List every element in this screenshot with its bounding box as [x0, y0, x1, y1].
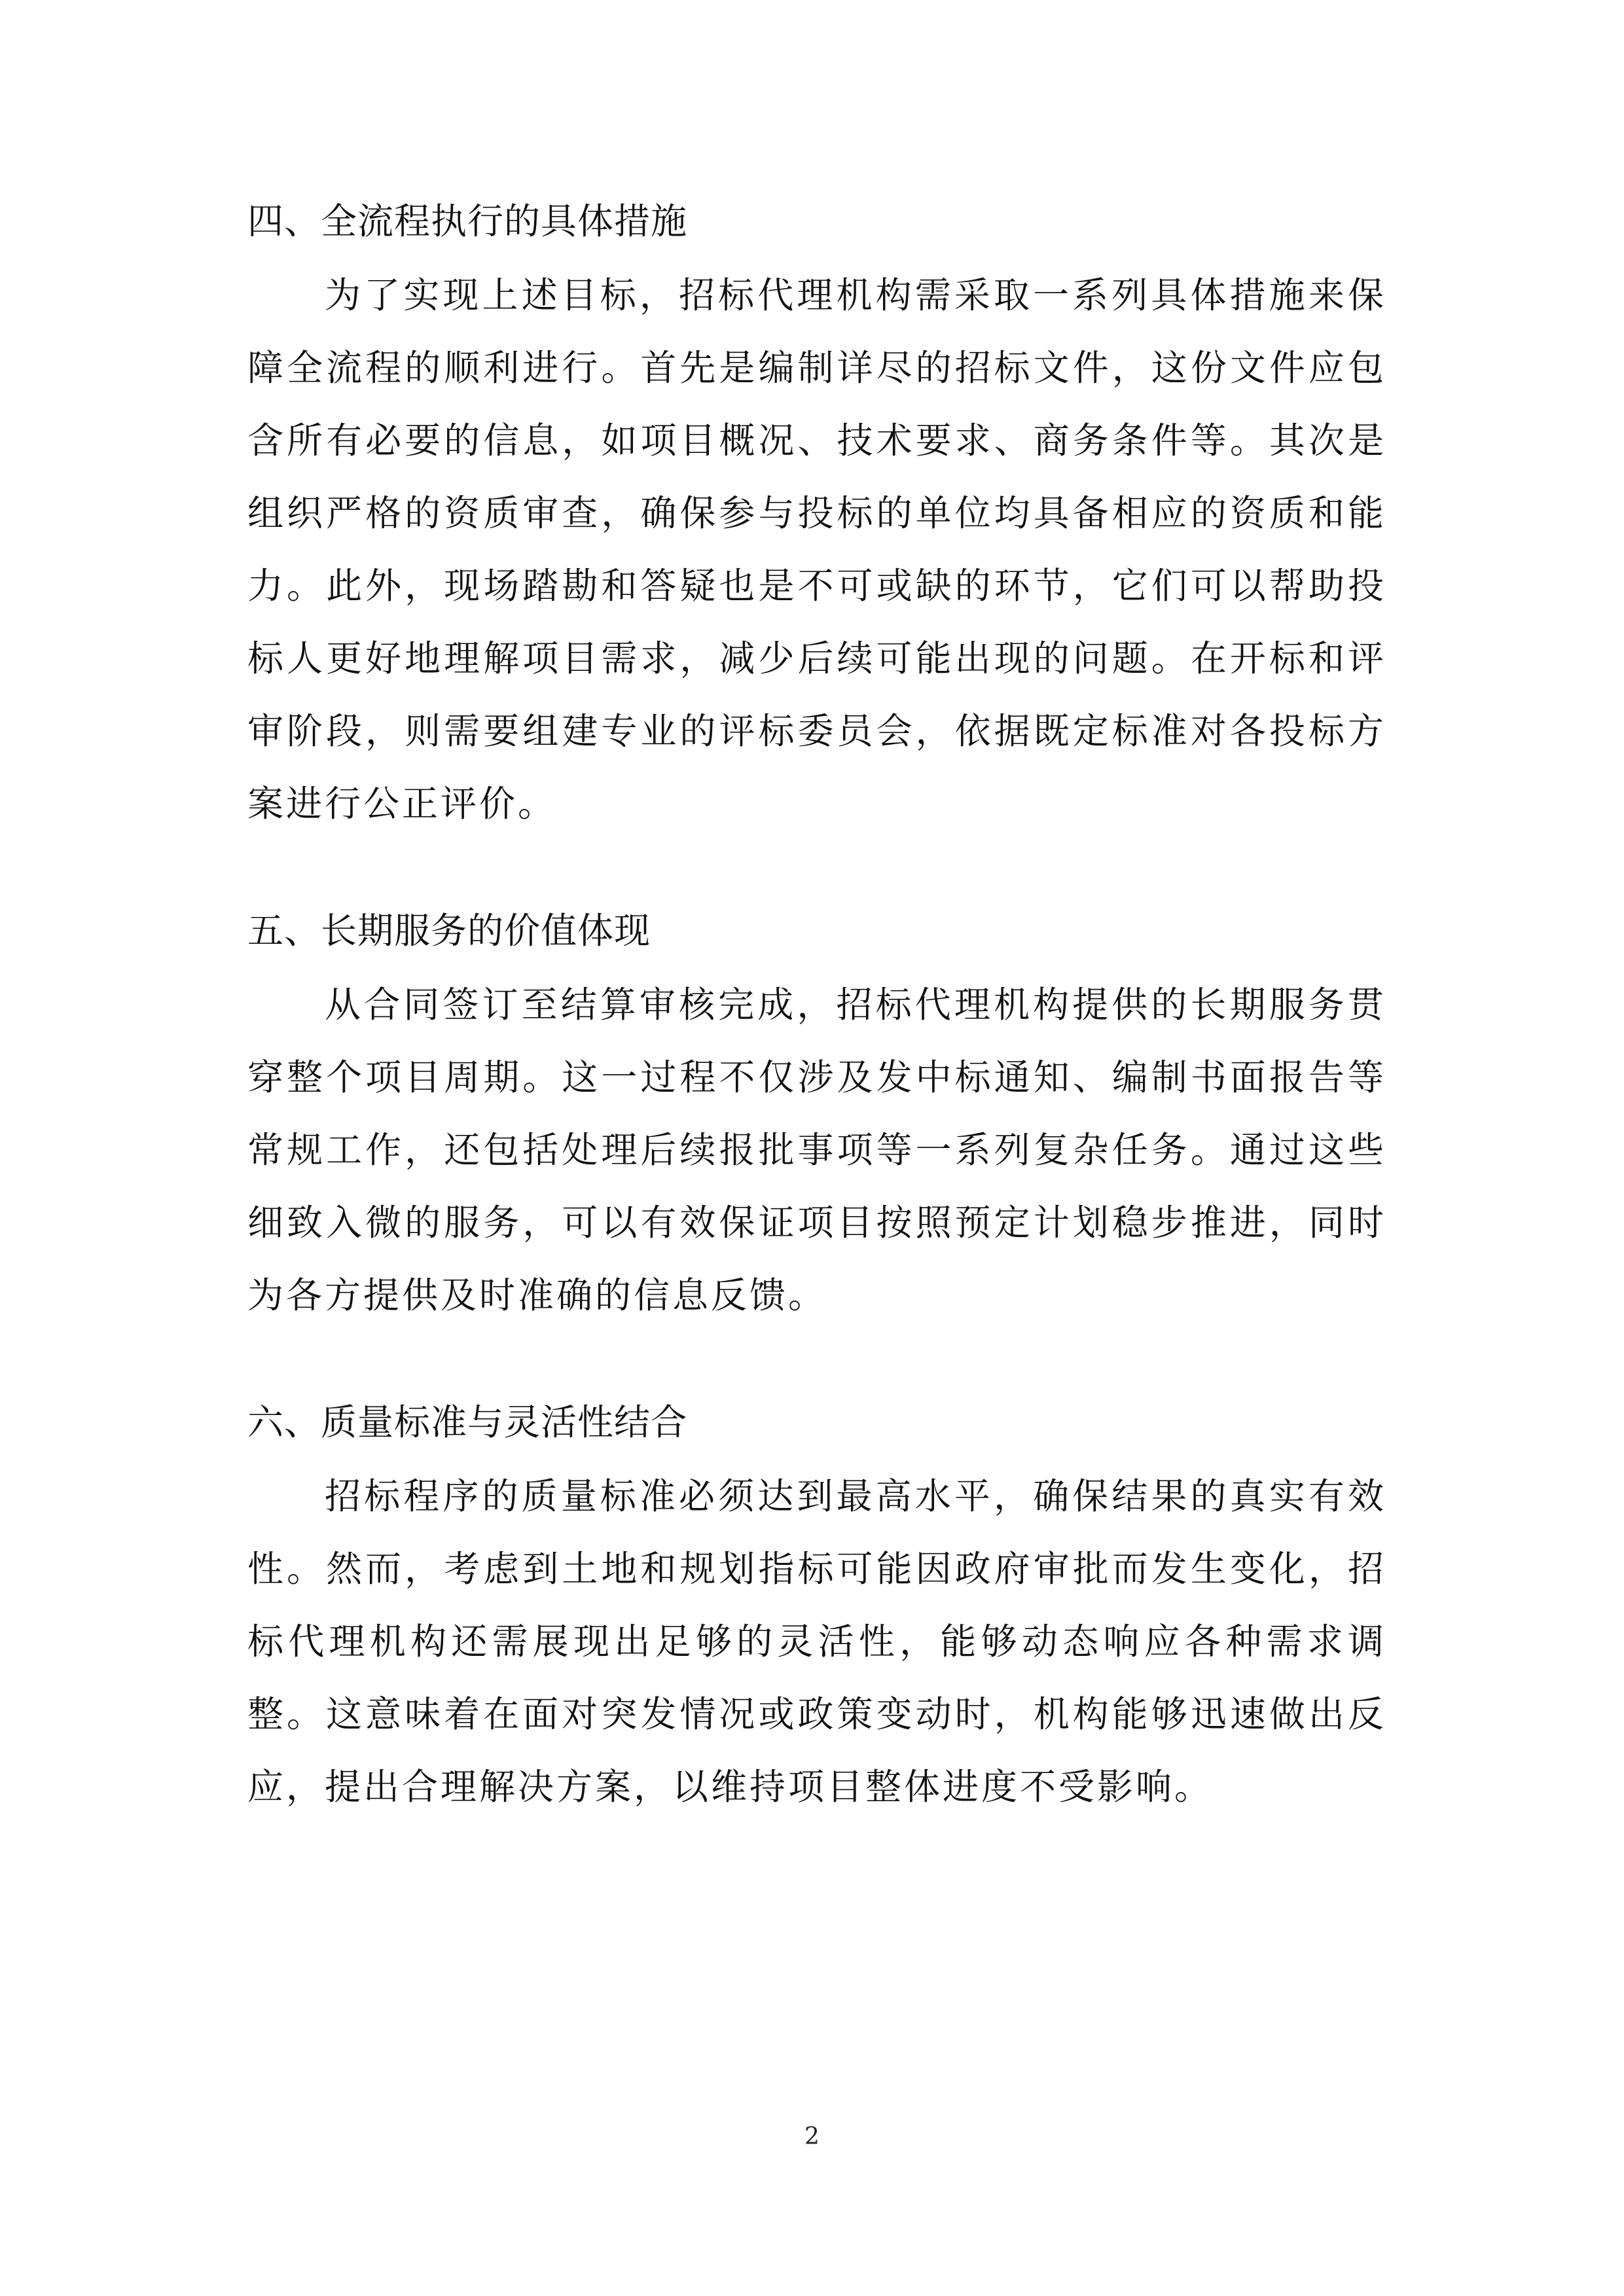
section-paragraph: 招标程序的质量标准必须达到最高水平，确保结果的真实有效性。然而，考虑到土地和规划指标可能因政府审批而发生变化，招标代理机构还需展现出足够的灵活性，能够动态响应各种需求调整。这意味着在面对突发情况或政策变动时，机构能够迅速做出反应，提出合理解决方案，以维持项目整体进度不受影响。 — [247, 1475, 1386, 1808]
section-paragraph: 从合同签订至结算审核完成，招标代理机构提供的长期服务贯穿整个项目周期。这一过程不仅涉及发中标通知、编制书面报告等常规工作，还包括处理后续报批事项等一系列复杂任务。通过这些细致入微的服务，可以有效保证项目按照预定计划稳步推进，同时为各方提供及时准确的信息反馈。 — [247, 984, 1386, 1316]
section-heading: 六、质量标准与灵活性结合 — [247, 1401, 688, 1443]
section-long-term-service — [247, 893, 1386, 1332]
section-quality-flexibility — [247, 1384, 1386, 1823]
section-paragraph: 为了实现上述目标，招标代理机构需采取一系列具体措施来保障全流程的顺利进行。首先是编制详尽的招标文件，这份文件应包含所有必要的信息，如项目概况、技术要求、商务条件等。其次是组织严格的资质审查，确保参与投标的单位均具备相应的资质和能力。此外，现场踏勘和答疑也是不可或缺的环节，它们可以帮助投标人更好地理解项目需求，减少后续可能出现的问题。在开标和评审阶段，则需要组建专业的评标委员会，依据既定标准对各投标方案进行公正评价。 — [247, 274, 1386, 825]
section-full-process-measures — [247, 183, 1386, 840]
page-body — [247, 183, 1386, 1823]
section-heading: 四、全流程执行的具体措施 — [247, 200, 688, 242]
page-number: 2 — [804, 2123, 820, 2150]
section-heading: 五、长期服务的价值体现 — [247, 910, 651, 952]
